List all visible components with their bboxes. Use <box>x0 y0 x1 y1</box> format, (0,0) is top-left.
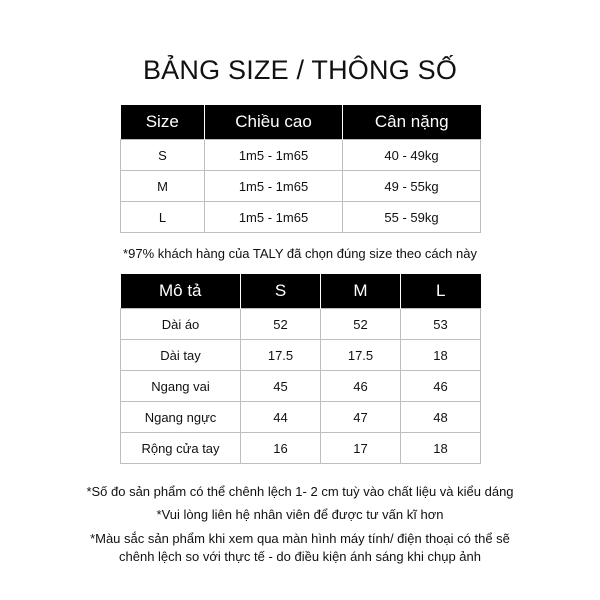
table-row <box>121 433 481 464</box>
table-row <box>121 140 481 171</box>
table-row <box>121 402 481 433</box>
value-cell-s: 44 <box>241 402 321 433</box>
size-cell: S <box>121 140 205 171</box>
spec-table-header-row <box>121 274 481 309</box>
description-cell: Dài áo <box>121 309 241 340</box>
size-header-size: Size <box>121 105 205 140</box>
spec-header-description: Mô tả <box>121 274 241 309</box>
value-cell-s: 16 <box>241 433 321 464</box>
description-cell: Ngang vai <box>121 371 241 402</box>
color-disclaimer-line-2: chênh lệch so với thực tế - do điều kiện ánh sáng khi chụp ảnh <box>119 549 481 564</box>
weight-cell: 55 - 59kg <box>343 202 481 233</box>
value-cell-l: 18 <box>401 340 481 371</box>
table-row <box>121 340 481 371</box>
color-disclaimer-line-1: *Màu sắc sản phẩm khi xem qua màn hình máy tính/ điện thoại có thể sẽ <box>90 531 510 546</box>
color-disclaimer-note <box>0 530 600 566</box>
value-cell-m: 17 <box>321 433 401 464</box>
spec-header-l: L <box>401 274 481 309</box>
table-row <box>121 309 481 340</box>
table-row <box>121 371 481 402</box>
table-row <box>121 171 481 202</box>
value-cell-s: 52 <box>241 309 321 340</box>
spec-header-m: M <box>321 274 401 309</box>
size-accuracy-note: *97% khách hàng của TALY đã chọn đúng size theo cách này <box>123 246 477 261</box>
weight-cell: 49 - 55kg <box>343 171 481 202</box>
size-chart-table <box>120 105 481 233</box>
value-cell-l: 46 <box>401 371 481 402</box>
description-cell: Rộng cửa tay <box>121 433 241 464</box>
weight-cell: 40 - 49kg <box>343 140 481 171</box>
value-cell-m: 52 <box>321 309 401 340</box>
height-cell: 1m5 - 1m65 <box>205 171 343 202</box>
value-cell-s: 45 <box>241 371 321 402</box>
value-cell-l: 48 <box>401 402 481 433</box>
measurement-variance-note: *Số đo sản phẩm có thể chênh lệch 1- 2 cm tuỳ vào chất liệu và kiểu dáng <box>86 484 514 499</box>
value-cell-s: 17.5 <box>241 340 321 371</box>
size-header-weight: Cân nặng <box>343 105 481 140</box>
height-cell: 1m5 - 1m65 <box>205 202 343 233</box>
size-header-height: Chiều cao <box>205 105 343 140</box>
size-table-header-row <box>121 105 481 140</box>
table-row <box>121 202 481 233</box>
size-cell: L <box>121 202 205 233</box>
height-cell: 1m5 - 1m65 <box>205 140 343 171</box>
measurement-spec-table <box>120 274 481 464</box>
value-cell-m: 47 <box>321 402 401 433</box>
contact-staff-note: *Vui lòng liên hệ nhân viên để được tư vấn kĩ hơn <box>156 507 444 522</box>
size-cell: M <box>121 171 205 202</box>
spec-header-s: S <box>241 274 321 309</box>
value-cell-l: 53 <box>401 309 481 340</box>
description-cell: Dài tay <box>121 340 241 371</box>
value-cell-l: 18 <box>401 433 481 464</box>
value-cell-m: 17.5 <box>321 340 401 371</box>
page-title: BẢNG SIZE / THÔNG SỐ <box>142 55 458 85</box>
description-cell: Ngang ngực <box>121 402 241 433</box>
value-cell-m: 46 <box>321 371 401 402</box>
